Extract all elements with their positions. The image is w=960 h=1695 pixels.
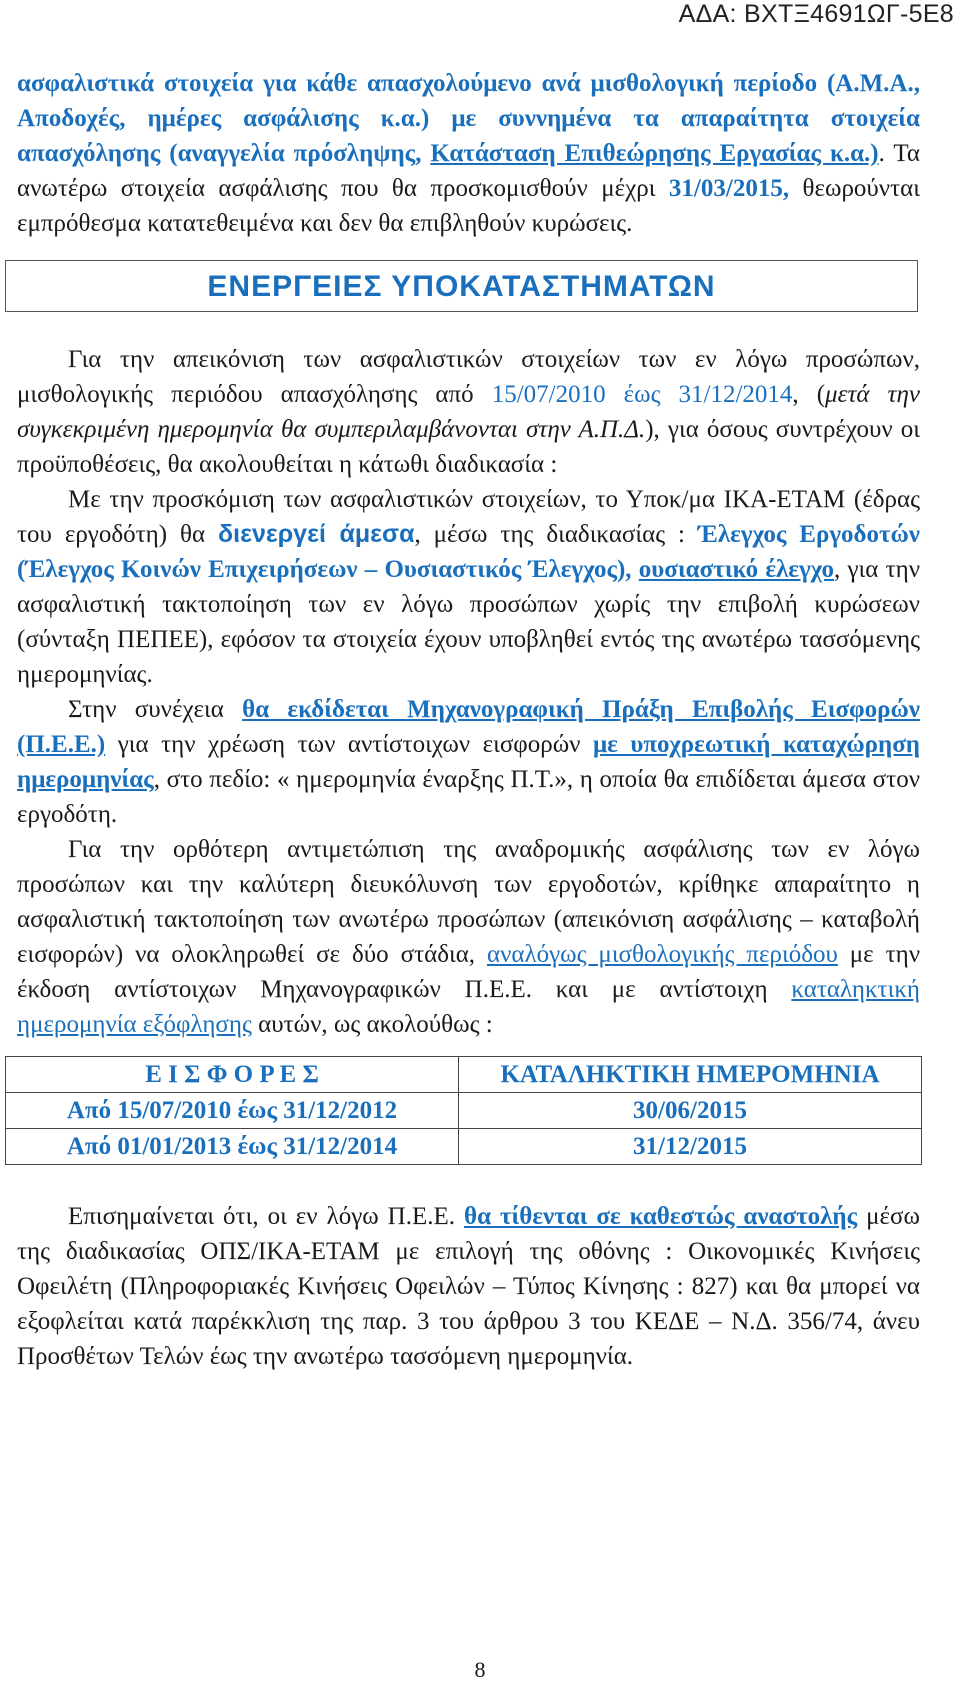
p4-text-3: με την έκδοση αντίστοιχων Μηχανογραφικών Π.Ε.Ε. και με αντίστοιχη [17,941,921,1003]
intro-text-2: Κατάσταση Επιθεώρησης Εργασίας κ.α.) [430,140,879,167]
section-heading-box [5,260,918,312]
p4-text-5: αυτών, ως ακολούθως : [251,1011,493,1038]
table-cell: Από 15/07/2010 έως 31/12/2012 [6,1093,459,1129]
intro-text-3: . Τα ανωτέρω στοιχεία ασφάλισης που θα προσκομισθούν μέχρι [17,140,920,202]
p2-text-3: , μέσω της διαδικασίας : [414,521,698,548]
table-row [6,1093,922,1129]
table-cell: 30/06/2015 [459,1093,922,1129]
paragraph-2 [17,482,920,692]
paragraph-1 [17,342,920,482]
table-header-cell: ΚΑΤΑΛΗΚΤΙΚΗ ΗΜΕΡΟΜΗΝΙΑ [459,1057,922,1093]
table-cell: Από 01/01/2013 έως 31/12/2014 [6,1129,459,1165]
p4-text-1: Για την ορθότερη αντιμετώπιση της αναδρομικής ασφάλισης των εν λόγω προσώπων και την καλύτερη διευκόλυνση των εργοδοτών, κρίθηκε απαραίτητο η ασφαλιστική τακτοποίηση των ανωτέρω προσώπων (απεικόνιση ασφάλισης – καταβολή εισφορών) να ολοκληρωθεί σε δύο στάδια, [17,836,920,968]
intro-text-5: θεωρούνται εμπρόθεσμα κατατεθειμένα και δεν θα επιβληθούν κυρώσεις. [17,175,920,237]
paragraph-5 [17,1199,920,1374]
table-header-row [6,1057,922,1093]
p2-space [632,556,639,583]
p5-text-1: Επισημαίνεται ότι, οι εν λόγω Π.Ε.Ε. [68,1203,465,1230]
intro-text-1: ασφαλιστικά στοιχεία για κάθε απασχολούμενο ανά μισθολογική περίοδο (Α.Μ.Α., Αποδοχές, ημέρες ασφάλισης κ.α.) με συννημένα τα απαραίτητα στοιχεία απασχόλησης (αναγγελία πρόσληψης, [17,70,920,167]
page-number: 8 [474,1657,486,1682]
p2-emphasis: διενεργεί άμεσα [217,520,415,548]
ada-code: ΑΔΑ: ΒΧΤΞ4691ΩΓ-5Ε8 [678,0,954,28]
paragraph-4 [17,832,920,1042]
intro-paragraph [17,66,920,241]
p3-mandatory-date: με υποχρεωτική καταχώρηση ημερομηνίας [17,731,920,793]
p4-pay-period: αναλόγως μισθολογικής περιόδου [486,941,838,968]
p3-text-5: , στο πεδίο: « ημερομηνία έναρξης Π.Τ.», η οποία θα επιδίδεται άμεσα στον εργοδότη. [17,766,920,828]
p2-text-7: , για την ασφαλιστική τακτοποίηση των εν λόγω προσώπων χωρίς την επιβολή κυρώσεων (σύνταξη ΠΕΠΕΕ), εφόσον τα στοιχεία έχουν υποβληθεί εντός της ανωτέρω τασσόμενης ημερομηνίας. [17,556,920,688]
p3-text-1: Στην συνέχεια [68,696,243,723]
p1-text-3: , ( [792,381,826,408]
p5-text-3: μέσω της διαδικασίας ΟΠΣ/ΙΚΑ-ΕΤΑΜ με επιλογή της οθόνης : Οικονομικές Κινήσεις Οφειλέτη (Πληροφοριακές Κινήσεις Οφειλών – Τύπος Κίνησης : 827) και θα μπορεί να εξοφλείται κατά παρέκκλιση της παρ. 3 του άρθρου 3 του ΚΕΔΕ – Ν.Δ. 356/74, άνευ Προσθέτων Τελών έως την ανωτέρω τασσόμενη ημερομηνία. [17,1203,920,1370]
deadline-date: 31/03/2015, [668,175,790,202]
table-cell: 31/12/2015 [459,1129,922,1165]
paragraph-3 [17,692,920,832]
table-header-cell: Ε Ι Σ Φ Ο Ρ Ε Σ [6,1057,459,1093]
section-heading: ΕΝΕΡΓΕΙΕΣ ΥΠΟΚΑΤΑΣΤΗΜΑΤΩΝ [207,269,716,303]
p2-substantive-check: ουσιαστικό έλεγχο [638,556,834,583]
p1-text-1: Για την απεικόνιση των ασφαλιστικών στοιχείων των εν λόγω προσώπων, μισθολογικής περιόδου απασχόλησης από [17,346,920,408]
p4-deadline: καταληκτική ημερομηνία εξόφλησης [17,976,920,1038]
p1-date-range: 15/07/2010 έως 31/12/2014 [491,381,793,408]
p1-italic-note: μετά την συγκεκριμένη ημερομηνία θα συμπεριλαμβάνονται στην Α.Π.Δ. [17,381,921,443]
document-body [17,66,920,1374]
p2-procedure: Έλεγχος Εργοδοτών (Έλεγχος Κοινών Επιχειρήσεων – Ουσιαστικός Έλεγχος), [17,521,920,583]
table-row [6,1129,922,1165]
p3-text-3: για την χρέωση των αντίστοιχων εισφορών [105,731,593,758]
p3-act-issue: θα εκδίδεται Μηχανογραφική Πράξη Επιβολής Εισφορών (Π.Ε.Ε.) [17,696,920,758]
p2-text-1: Με την προσκόμιση των ασφαλιστικών στοιχείων, το Υποκ/μα ΙΚΑ-ΕΤΑΜ (έδρας του εργοδότη) θα [17,486,920,548]
p5-suspension: θα τίθενται σε καθεστώς αναστολής [464,1203,858,1230]
p1-text-5: ), για όσους συντρέχουν οι προϋποθέσεις, θα ακολουθείται η κάτωθι διαδικασία : [17,416,920,478]
contributions-table [5,1056,922,1165]
